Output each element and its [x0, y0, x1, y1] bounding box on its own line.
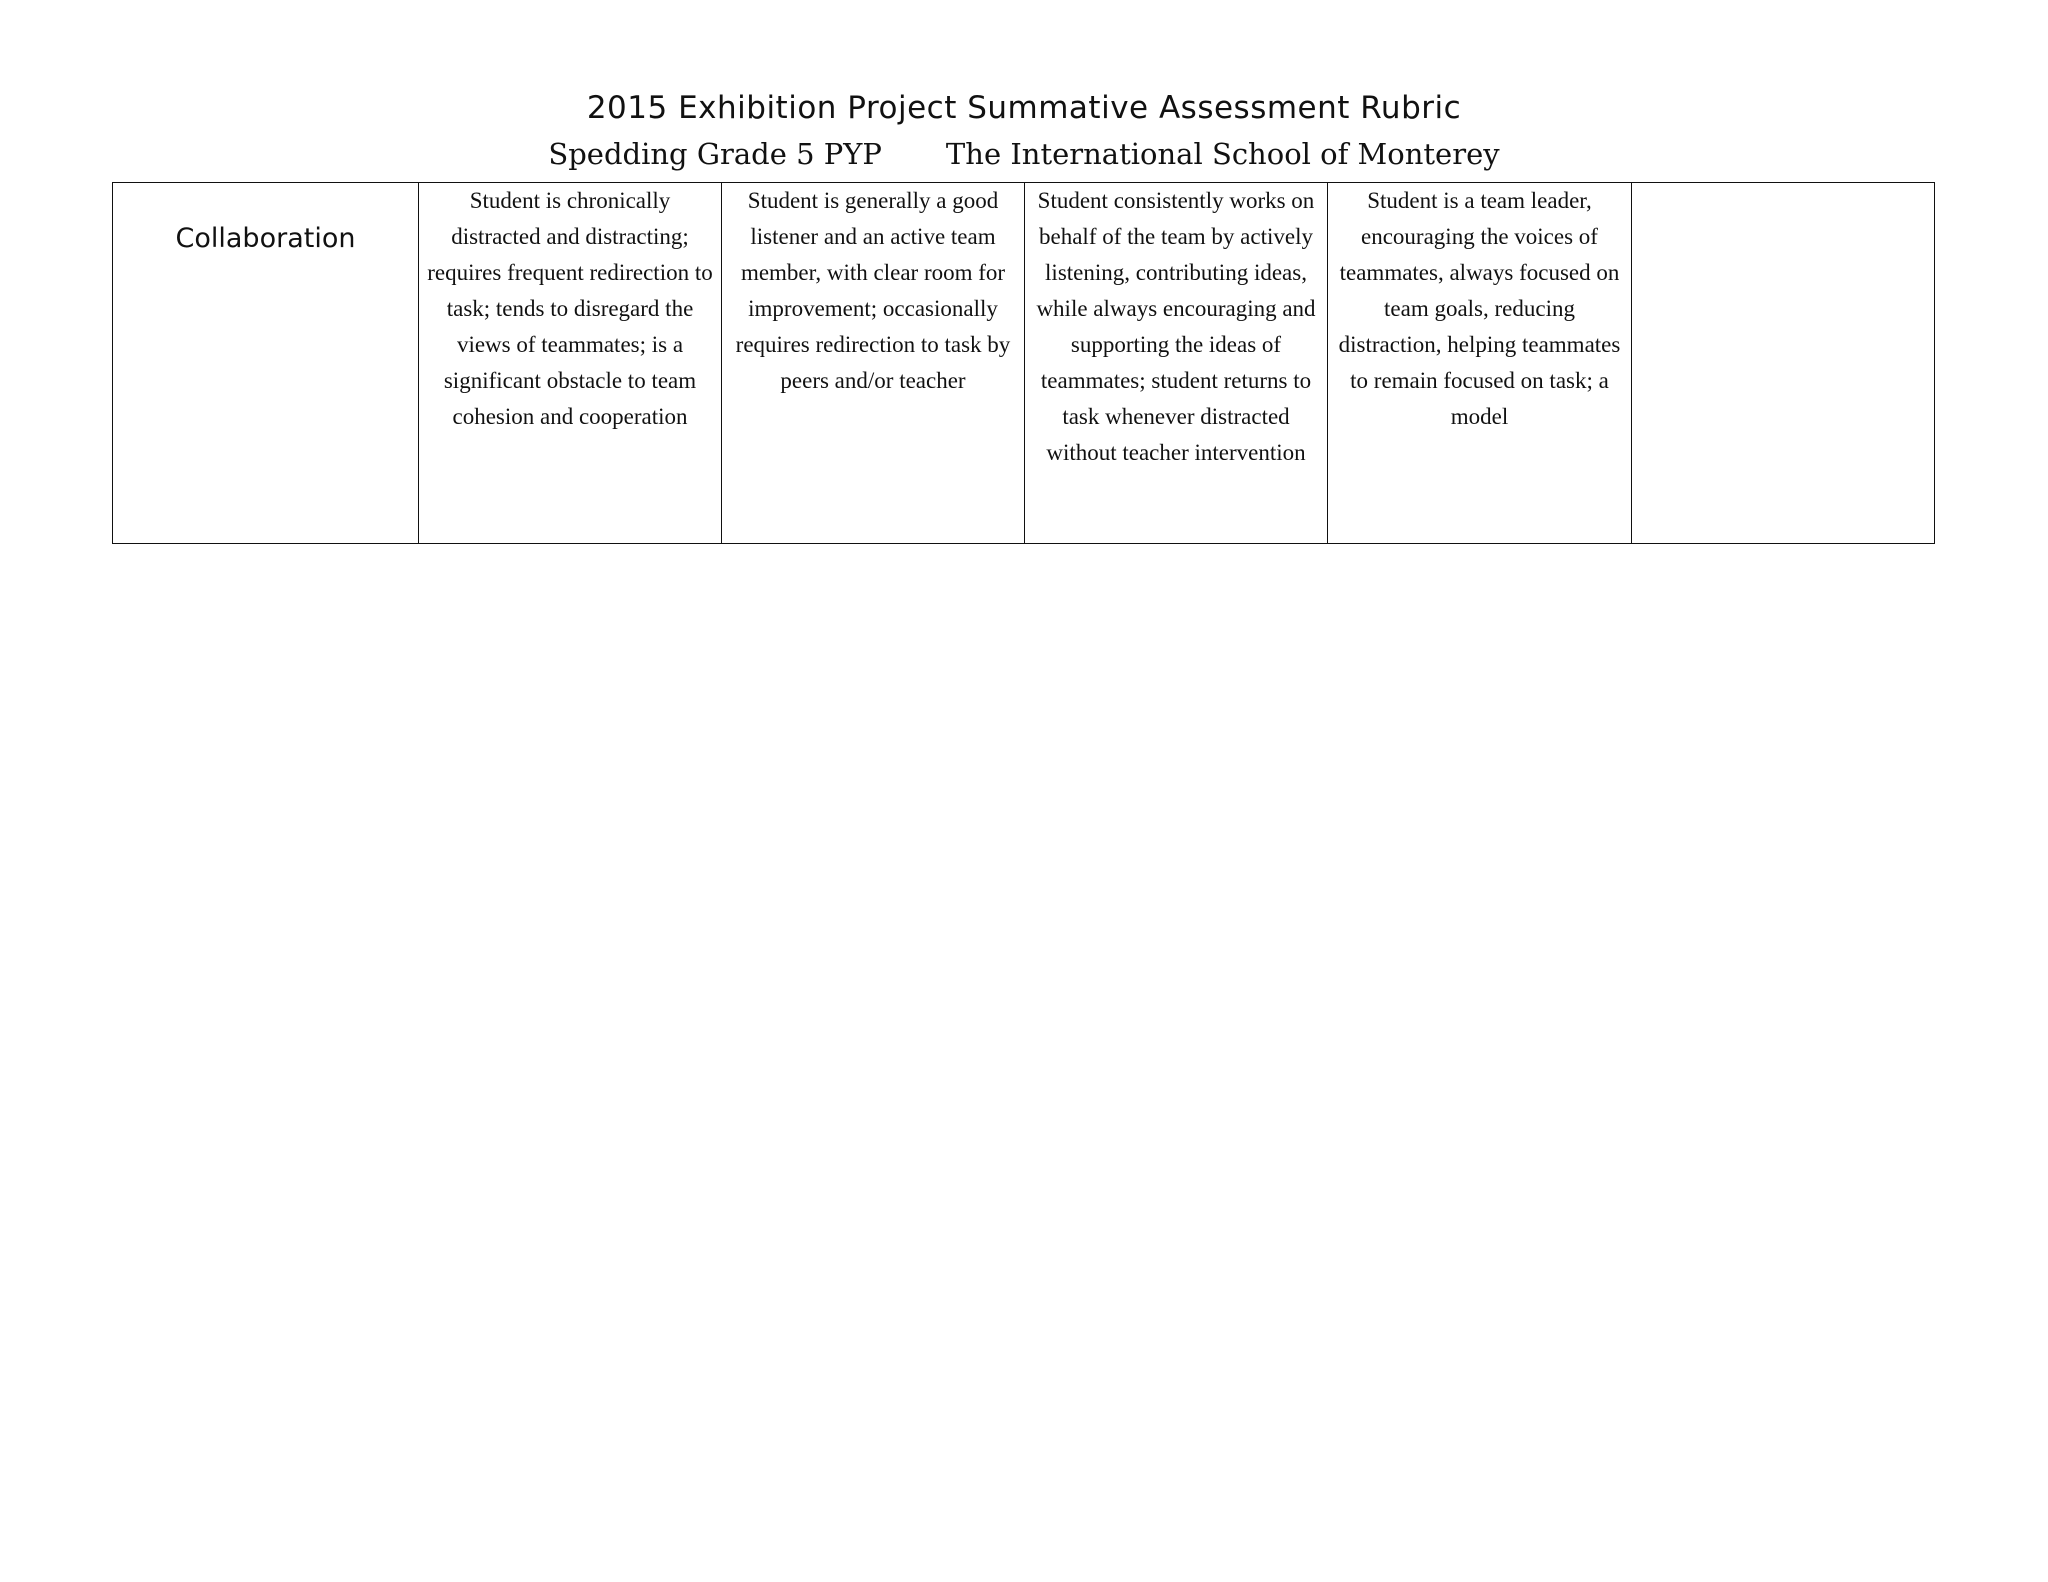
subtitle-row [0, 134, 2048, 174]
level-cell-1: Student is chronically distracted and distracting; requires frequent redirection to task; tends to disregard the views of teammates; is a significant obstacle to team cohesion and cooperation [419, 183, 722, 544]
school-name: The International School of Monterey [945, 137, 1500, 171]
page-title: 2015 Exhibition Project Summative Assessment Rubric [586, 90, 1462, 126]
rubric-table [112, 182, 1935, 544]
level-cell-5 [1632, 183, 1935, 544]
level-cell-3: Student consistently works on behalf of the team by actively listening, contributing ideas, while always encouraging and supporting the ideas of teammates; student returns to task whenever distracted without teacher intervention [1025, 183, 1328, 544]
class-name: Spedding Grade 5 PYP [548, 137, 882, 171]
criterion-cell: Collaboration [113, 183, 419, 544]
level-cell-2: Student is generally a good listener and an active team member, with clear room for improvement; occasionally requires redirection to task by peers and/or teacher [722, 183, 1025, 544]
table-row [113, 183, 1935, 544]
level-cell-4: Student is a team leader, encouraging the voices of teammates, always focused on team goals, reducing distraction, helping teammates to remain focused on task; a model [1328, 183, 1632, 544]
